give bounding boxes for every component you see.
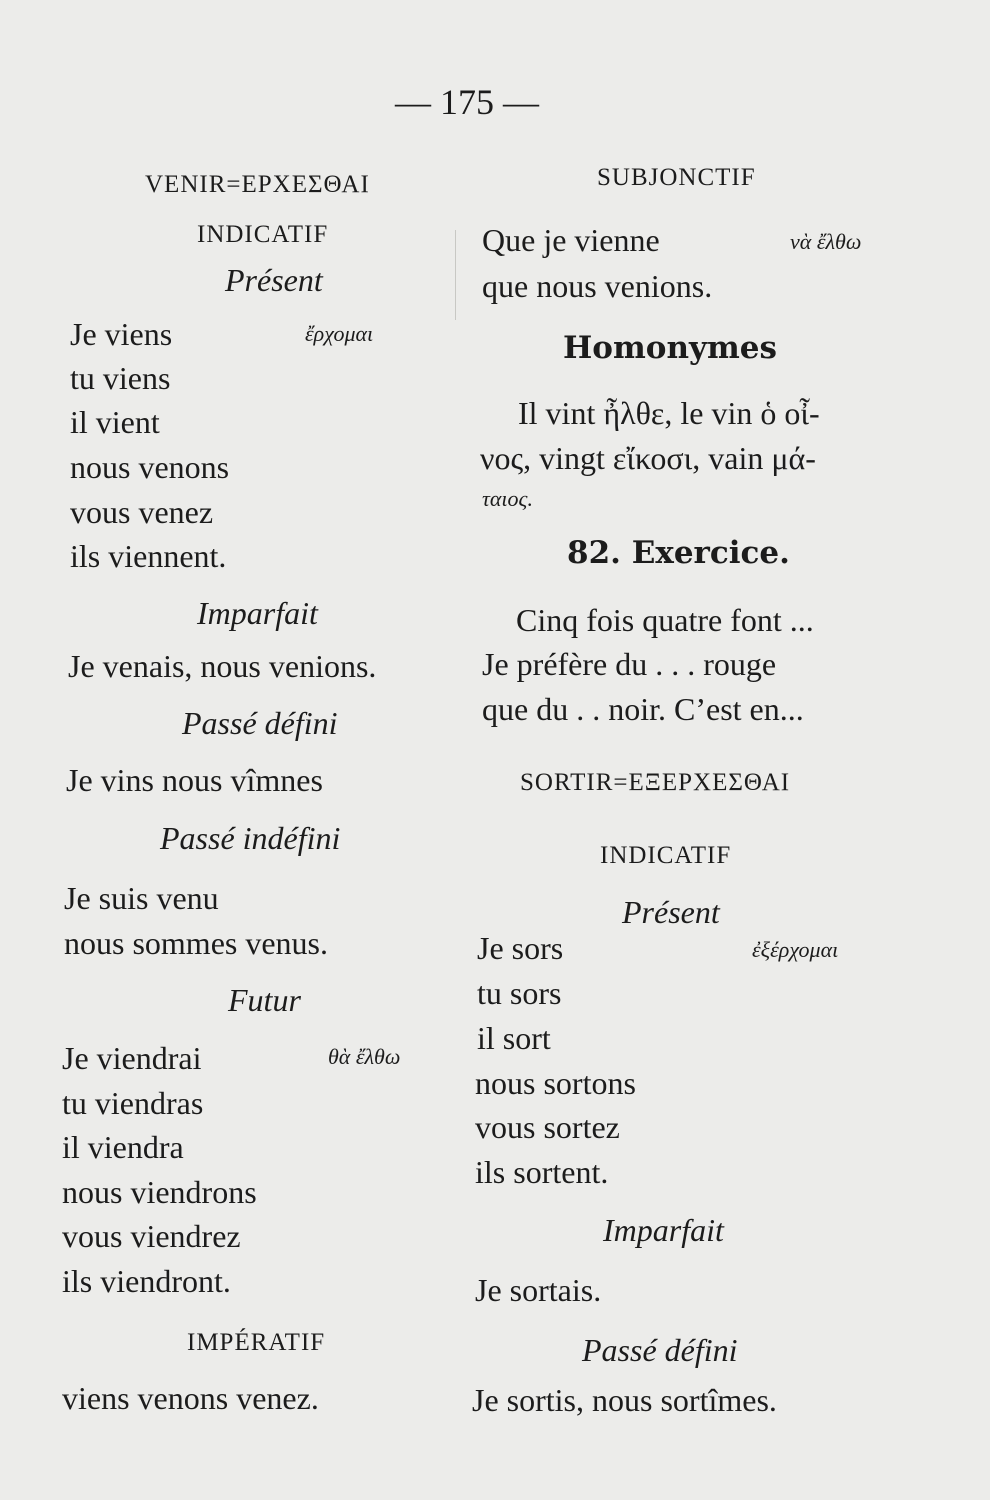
present-line: il sort bbox=[477, 1020, 551, 1056]
exercice-line: Cinq fois quatre font ... bbox=[516, 602, 814, 638]
homonymes-line: νος, vingt εἴκοσι, vain μά- bbox=[480, 440, 816, 476]
imparfait-heading: Imparfait bbox=[603, 1212, 724, 1248]
imparfait-heading: Imparfait bbox=[197, 595, 318, 631]
exercice-heading: 82. Exercice. bbox=[567, 535, 790, 571]
present-heading: Présent bbox=[622, 894, 720, 930]
futur-line: nous viendrons bbox=[62, 1174, 257, 1210]
subjonctif-line: Que je vienne bbox=[482, 222, 660, 258]
present-line: il vient bbox=[70, 404, 160, 440]
present-line: ils viennent. bbox=[70, 538, 227, 574]
futur-line: ils viendront. bbox=[62, 1263, 231, 1299]
imperatif-heading: IMPÉRATIF bbox=[187, 1329, 326, 1356]
subjonctif-line: que nous venions. bbox=[482, 268, 713, 304]
verb-title-venir: VENIR=EPXEΣΘΑΙ bbox=[145, 171, 370, 198]
passe-defini-heading: Passé défini bbox=[582, 1332, 738, 1368]
present-line: nous venons bbox=[70, 449, 230, 485]
present-line: Je viens bbox=[70, 316, 173, 352]
passe-indefini-line: nous sommes venus. bbox=[64, 925, 328, 961]
present-greek: ἔρχομαι bbox=[305, 321, 374, 346]
exercice-line: Je préfère du . . . rouge bbox=[482, 646, 777, 682]
homonymes-line: Il vint ἦλθε, le vin ὁ οἶ- bbox=[518, 395, 820, 431]
imparfait-line: Je venais, nous venions. bbox=[68, 648, 377, 684]
column-divider bbox=[455, 230, 456, 320]
passe-defini-line: Je sortis, nous sortîmes. bbox=[472, 1382, 777, 1418]
present-line: ils sortent. bbox=[475, 1154, 609, 1190]
verb-title-sortir: SORTIR=ΕΞΕΡΧΕΣΘΑΙ bbox=[520, 769, 791, 796]
present-greek: ἐξέρχομαι bbox=[752, 937, 839, 962]
futur-line: il viendra bbox=[62, 1129, 184, 1165]
exercice-line: que du . . noir. C’est en... bbox=[482, 691, 804, 727]
passe-indefini-line: Je suis venu bbox=[64, 880, 219, 916]
present-line: tu viens bbox=[70, 360, 171, 396]
indicatif-heading: INDICATIF bbox=[600, 842, 732, 869]
homonymes-heading: Homonymes bbox=[563, 330, 777, 366]
page-number: — 175 — bbox=[395, 82, 539, 122]
futur-greek: θὰ ἔλθω bbox=[328, 1044, 401, 1069]
passe-defini-heading: Passé défini bbox=[182, 705, 338, 741]
present-line: vous sortez bbox=[475, 1109, 620, 1145]
imperatif-line: viens venons venez. bbox=[62, 1380, 319, 1416]
passe-defini-line: Je vins nous vîmnes bbox=[66, 762, 323, 798]
homonymes-line: ταιος. bbox=[482, 486, 533, 511]
indicatif-heading: INDICATIF bbox=[197, 221, 329, 248]
futur-line: tu viendras bbox=[62, 1085, 204, 1121]
present-heading: Présent bbox=[225, 262, 323, 298]
present-line: nous sortons bbox=[475, 1065, 636, 1101]
imparfait-line: Je sortais. bbox=[475, 1272, 602, 1308]
futur-line: Je viendrai bbox=[62, 1040, 202, 1076]
present-line: Je sors bbox=[477, 930, 564, 966]
futur-line: vous viendrez bbox=[62, 1218, 241, 1254]
futur-heading: Futur bbox=[228, 982, 301, 1018]
present-line: tu sors bbox=[477, 975, 562, 1011]
present-line: vous venez bbox=[70, 494, 214, 530]
passe-indefini-heading: Passé indéfini bbox=[160, 820, 341, 856]
subjonctif-greek: νὰ ἔλθω bbox=[790, 229, 862, 254]
subjonctif-heading: SUBJONCTIF bbox=[597, 164, 756, 191]
